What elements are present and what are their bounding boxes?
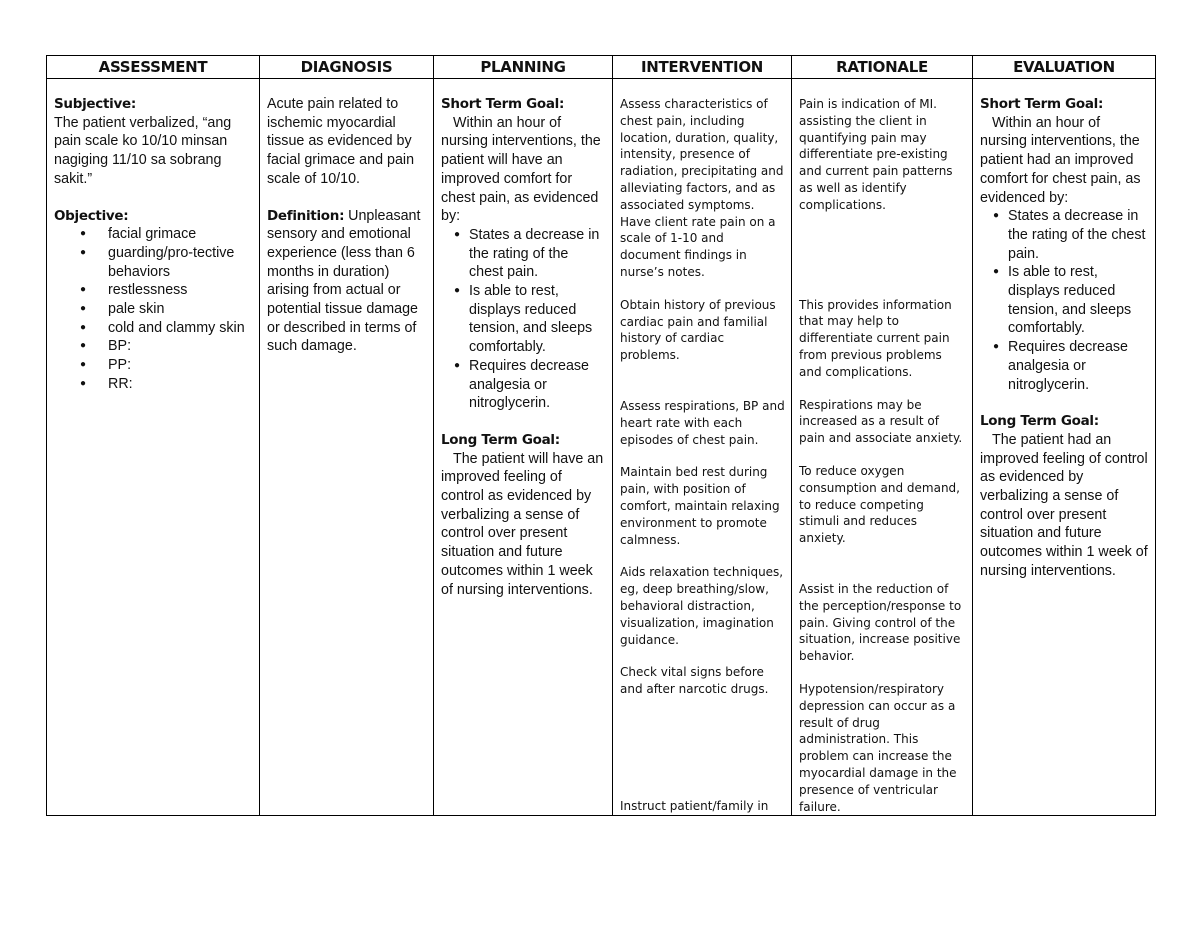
list-item: ● BP: xyxy=(80,338,132,355)
list-item: ● Is able to rest, displays reduced tension, and sleeps comfortably. xyxy=(993,264,1132,337)
assessment-cell xyxy=(47,79,260,816)
list-item: ● RR: xyxy=(80,375,133,392)
diagnosis-definition xyxy=(267,207,427,357)
list-item: ● PP: xyxy=(80,357,132,374)
intervention-item: Assess characteristics of chest pain, including location, duration, quality, intensity, presence of radiation, precipitating and alleviating factors, and as associated symptoms. Have client rate pain on a scale of 1-10 and document findings in nurse’s notes. xyxy=(620,97,784,279)
bullet-icon: ● xyxy=(80,246,87,258)
header-row xyxy=(47,56,1156,79)
bullet-icon: ● xyxy=(80,228,87,240)
list-item: ● Requires decrease analgesia or nitroglycerin. xyxy=(454,357,590,412)
bullet-icon: ● xyxy=(993,266,1000,278)
evaluation-long-term-label: Long Term Goal: xyxy=(980,413,1099,430)
diagnosis-cell xyxy=(260,79,434,816)
objective-label: Objective: xyxy=(54,207,129,224)
intervention-item: Obtain history of previous cardiac pain and familial history of cardiac problems. xyxy=(620,297,776,363)
bullet-icon: ● xyxy=(80,340,87,352)
list-item: ● Requires decrease analgesia or nitroglycerin. xyxy=(993,339,1129,393)
content-row xyxy=(47,79,1156,816)
bullet-icon: ● xyxy=(454,285,461,297)
header-intervention: INTERVENTION xyxy=(613,56,792,79)
intervention-item: Maintain bed rest during pain, with position of comfort, maintain relaxing environment to promote calmness. xyxy=(620,465,780,547)
bullet-icon: ● xyxy=(993,341,1000,353)
definition-text: Unpleasant sensory and emotional experience (less than 6 months in duration) arising from actual or potential tissue damage or described in terms of such damage. xyxy=(267,207,421,355)
header-assessment: ASSESSMENT xyxy=(47,56,260,79)
diagnosis-statement: Acute pain related to ischemic myocardial tissue as evidenced by facial grimace and pain scale of 10/10. xyxy=(267,96,415,187)
bullet-icon: ● xyxy=(454,228,461,240)
rationale-item: To reduce oxygen consumption and demand, to reduce competing stimuli and reduces anxiety. xyxy=(799,463,960,546)
evaluation-short-term-list xyxy=(980,207,1149,394)
planning-short-term-list xyxy=(441,226,606,413)
intervention-item: Aids relaxation techniques, eg, deep breathing/slow, behavioral distraction, visualization, imagination guidance. xyxy=(620,565,784,647)
header-diagnosis: DIAGNOSIS xyxy=(260,56,434,79)
list-item: ● pale skin xyxy=(80,301,165,318)
rationale-item: Pain is indication of MI. assisting the client in quantifying pain may differentiate pre-existing and current pain patterns as well as identify complications. xyxy=(799,97,953,212)
planning-short-term-text: Within an hour of nursing interventions, the patient will have an improved comfort for chest pain, as evidenced by: xyxy=(441,114,601,225)
definition-label: Definition: xyxy=(267,207,345,224)
bullet-icon: ● xyxy=(80,284,87,296)
header-rationale: RATIONALE xyxy=(792,56,973,79)
list-item: ● Is able to rest, displays reduced tension, and sleeps comfortably. xyxy=(454,283,593,356)
intervention-item: Check vital signs before and after narcotic drugs. xyxy=(620,665,769,697)
planning-long-term-label: Long Term Goal: xyxy=(441,431,560,448)
list-item: ● facial grimace xyxy=(80,226,197,243)
evaluation-short-term-label: Short Term Goal: xyxy=(980,96,1104,112)
subjective-label: Subjective: xyxy=(54,96,136,112)
bullet-icon: ● xyxy=(80,303,87,315)
intervention-cell xyxy=(613,79,792,816)
header-evaluation: EVALUATION xyxy=(973,56,1156,79)
bullet-icon: ● xyxy=(80,359,87,371)
evaluation-cell xyxy=(973,79,1156,816)
evaluation-short-term-text: Within an hour of nursing interventions, the patient had an improved comfort for chest pain, as evidenced by: xyxy=(980,114,1141,206)
rationale-item: Assist in the reduction of the perception/response to pain. Giving control of the situation, increase positive behavior. xyxy=(799,581,962,664)
list-item: ● States a decrease in the rating of the chest pain. xyxy=(993,208,1146,262)
header-planning: PLANNING xyxy=(434,56,613,79)
rationale-item: Respirations may be increased as a result of pain and associate anxiety. xyxy=(799,397,963,446)
rationale-item: This provides information that may help to differentiate current pain from previous problems and complications. xyxy=(799,297,952,379)
list-item: ● restlessness xyxy=(80,282,188,299)
intervention-item: Assess respirations, BP and heart rate with each episodes of chest pain. xyxy=(620,398,785,447)
bullet-icon: ● xyxy=(80,377,87,389)
subjective-text: The patient verbalized, “ang pain scale ko 10/10 minsan nagiging 11/10 sa sobrang sakit.” xyxy=(54,114,232,187)
bullet-icon: ● xyxy=(80,321,87,333)
planning-short-term-label: Short Term Goal: xyxy=(441,96,565,112)
bullet-icon: ● xyxy=(993,210,1000,222)
planning-cell xyxy=(434,79,613,816)
bullet-icon: ● xyxy=(454,359,461,371)
nursing-care-plan-table xyxy=(46,55,1156,816)
list-item: ● States a decrease in the rating of the chest pain. xyxy=(454,226,600,281)
objective-list xyxy=(54,225,253,393)
evaluation-long-term-text: The patient had an improved feeling of control as evidenced by verbalizing a sense of control over present situation and future outcomes within 1 week of nursing interventions. xyxy=(980,431,1148,579)
list-item: ● guarding/pro-tective behaviors xyxy=(80,244,235,280)
list-item: ● cold and clammy skin xyxy=(80,319,245,336)
planning-long-term-text: The patient will have an improved feeling of control as evidenced by verbalizing a sense of control over present situation and future outcomes within 1 week of nursing interventions. xyxy=(441,450,604,598)
rationale-item: Hypotension/respiratory depression can occur as a result of drug administration. This problem can increase the myocardial damage in the presence of ventricular failure. xyxy=(799,681,957,814)
rationale-cell xyxy=(792,79,973,816)
intervention-item: Instruct patient/family in xyxy=(620,798,769,813)
